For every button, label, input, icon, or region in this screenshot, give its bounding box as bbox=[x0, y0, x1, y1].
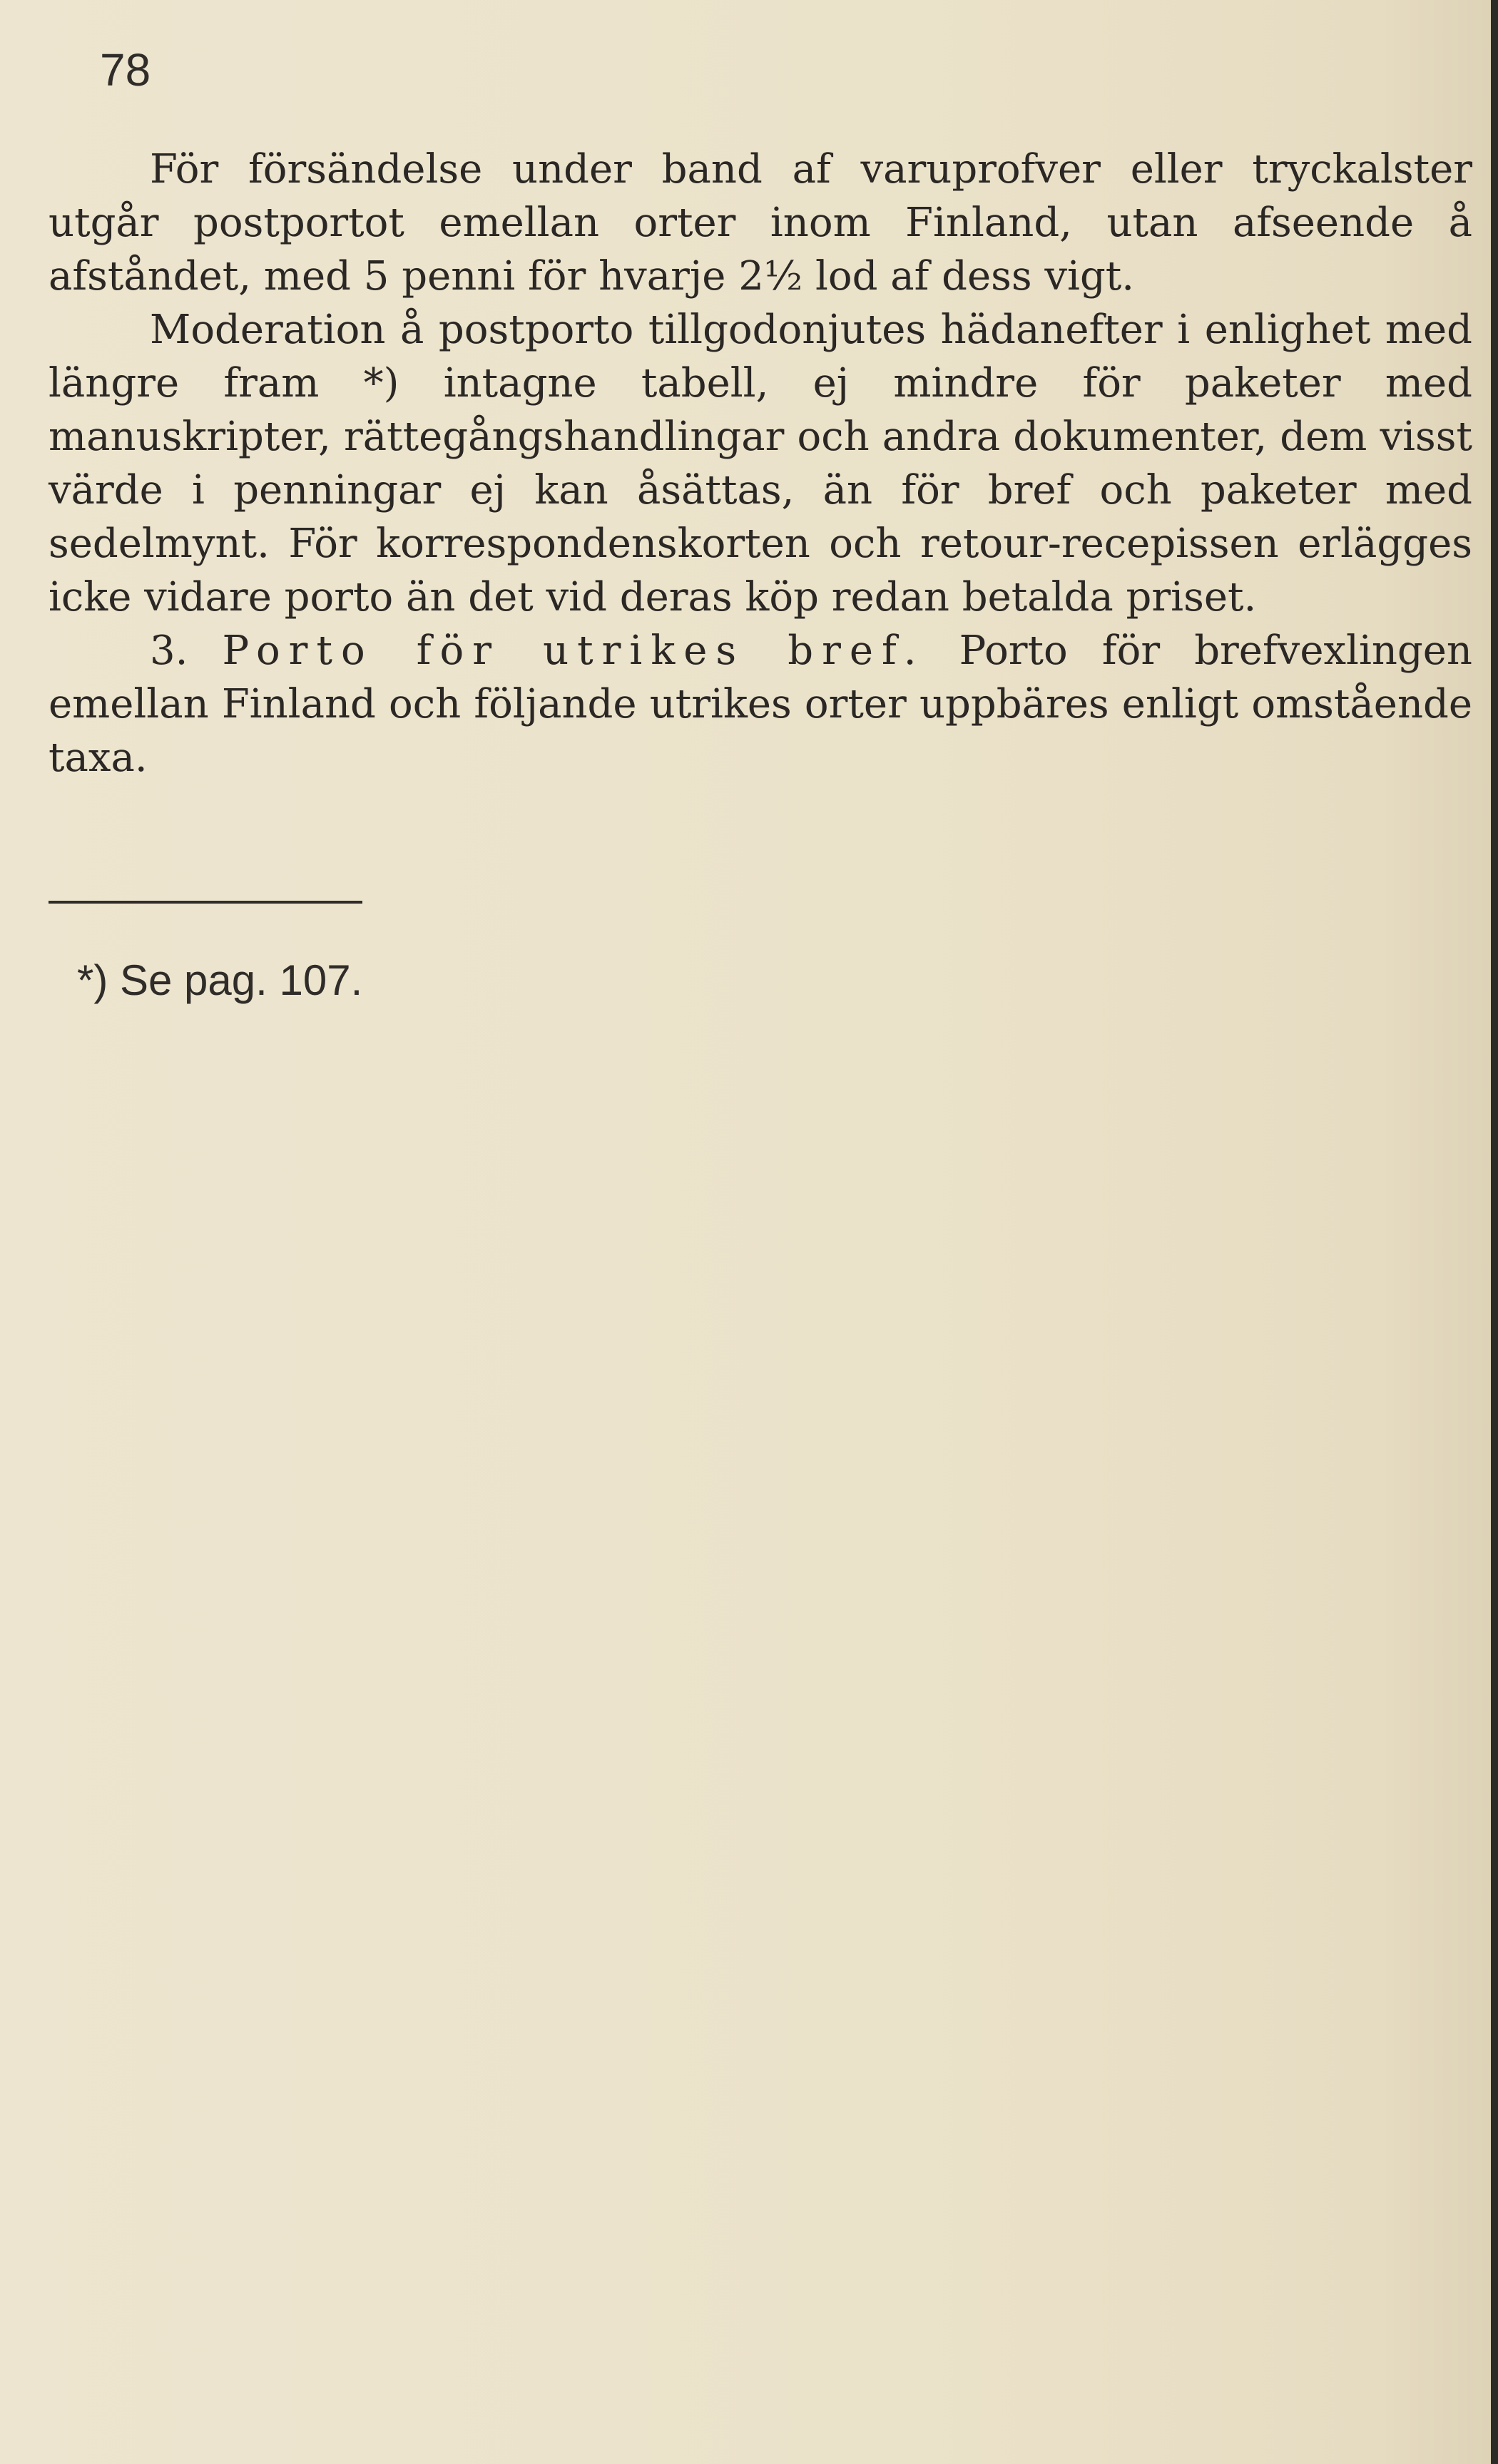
section-number: 3. bbox=[150, 628, 188, 674]
page-edge-shadow bbox=[1491, 0, 1498, 2464]
section-heading: Porto för utrikes bref. bbox=[222, 628, 925, 674]
paragraph-printed-matter: För försändelse under band af varuprofver eller tryckalster utgår postportot emellan orter inom Finland, utan afseende å afståndet, med 5 penni för hvarje 2½ lod af dess vigt. bbox=[49, 146, 1472, 300]
footnote-divider bbox=[49, 901, 362, 904]
page-number: 78 bbox=[100, 44, 151, 96]
section-text: Porto för brefvexlingen emellan Finland och följande utrikes orter uppbäres enligt omstående taxa. bbox=[49, 628, 1472, 781]
paragraph-moderation: Moderation å postporto tillgodonjutes hädanefter i enlighet med längre fram *) intagne tabell, ej mindre för paketer med manuskripter, rättegångshandlingar och andra dokumenter, dem visst värde i penningar ej kan åsättas, än för bref och paketer med sedelmynt. För korrespondenskorten och retour-recepissen erlägges icke vidare porto än det vid deras köp redan betalda priset. bbox=[49, 307, 1472, 620]
footnote: *) Se pag. 107. bbox=[77, 956, 363, 1004]
paragraph-foreign-postage bbox=[49, 624, 1472, 784]
body-text bbox=[49, 143, 1472, 784]
